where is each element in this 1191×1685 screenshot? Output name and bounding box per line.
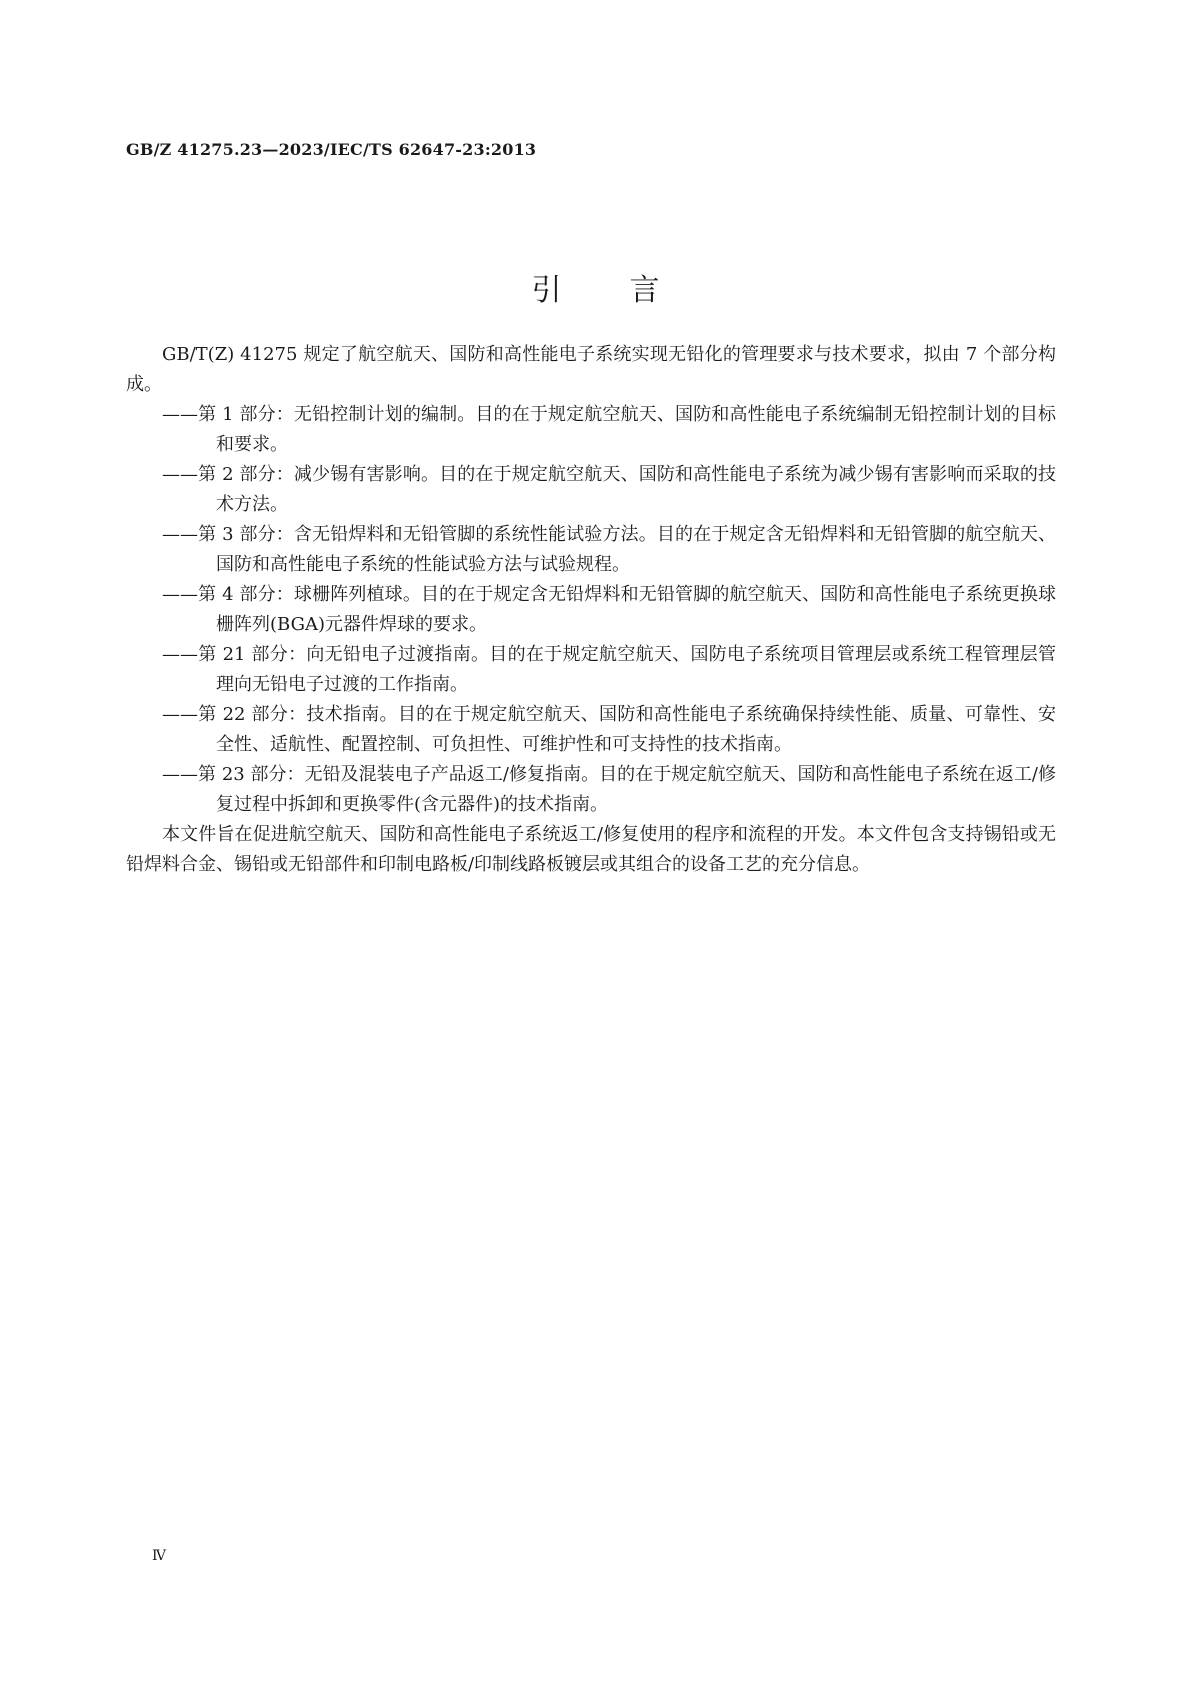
document-code-header: GB/Z 41275.23—2023/IEC/TS 62647-23:2013 xyxy=(126,140,537,159)
introduction-body xyxy=(126,340,1056,880)
list-item-part-2: ——第 2 部分：减少锡有害影响。目的在于规定航空航天、国防和高性能电子系统为减少锡有害影响而采取的技术方法。 xyxy=(162,464,1056,515)
list-item-part-4: ——第 4 部分：球栅阵列植球。目的在于规定含无铅焊料和无铅管脚的航空航天、国防和高性能电子系统更换球栅阵列(BGA)元器件焊球的要求。 xyxy=(162,584,1056,635)
list-item-part-22: ——第 22 部分：技术指南。目的在于规定航空航天、国防和高性能电子系统确保持续性能、质量、可靠性、安全性、适航性、配置控制、可负担性、可维护性和可支持性的技术指南。 xyxy=(162,704,1056,755)
parts-list xyxy=(126,400,1056,820)
page-title: 引言 xyxy=(531,273,728,309)
list-item-part-21: ——第 21 部分：向无铅电子过渡指南。目的在于规定航空航天、国防电子系统项目管理层或系统工程管理层管理向无铅电子过渡的工作指南。 xyxy=(162,644,1056,695)
page-number: Ⅳ xyxy=(152,1548,166,1564)
closing-paragraph: 本文件旨在促进航空航天、国防和高性能电子系统返工/修复使用的程序和流程的开发。本文件包含支持锡铅或无铅焊料合金、锡铅或无铅部件和印制电路板/印制线路板镀层或其组合的设备工艺的充分信息。 xyxy=(126,824,1056,875)
list-item-part-23: ——第 23 部分：无铅及混装电子产品返工/修复指南。目的在于规定航空航天、国防和高性能电子系统在返工/修复过程中拆卸和更换零件(含元器件)的技术指南。 xyxy=(162,764,1056,815)
list-item-part-1: ——第 1 部分：无铅控制计划的编制。目的在于规定航空航天、国防和高性能电子系统编制无铅控制计划的目标和要求。 xyxy=(162,404,1056,455)
list-item-part-3: ——第 3 部分：含无铅焊料和无铅管脚的系统性能试验方法。目的在于规定含无铅焊料和无铅管脚的航空航天、国防和高性能电子系统的性能试验方法与试验规程。 xyxy=(162,524,1056,575)
intro-paragraph: GB/T(Z) 41275 规定了航空航天、国防和高性能电子系统实现无铅化的管理要求与技术要求，拟由 7 个部分构成。 xyxy=(126,344,1056,395)
